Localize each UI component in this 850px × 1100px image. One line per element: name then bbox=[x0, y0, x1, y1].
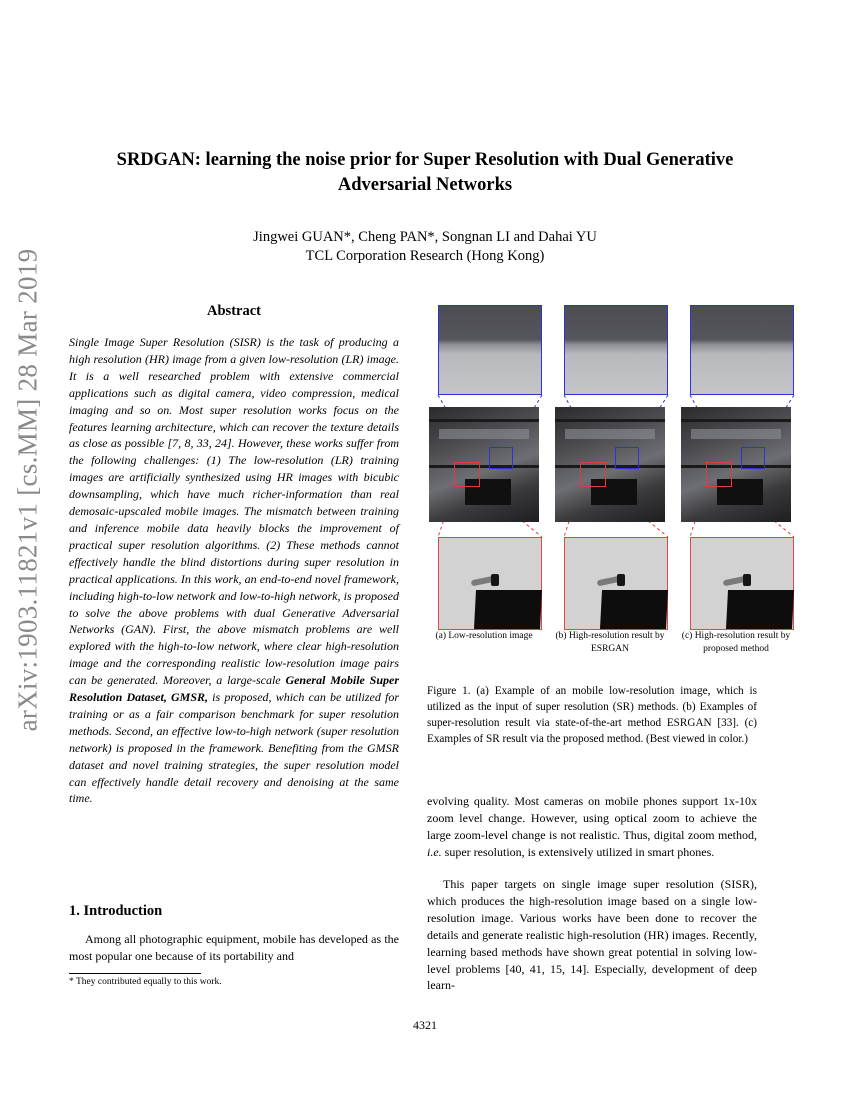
ie-abbrev: i.e. bbox=[427, 844, 442, 859]
crop-blue-a bbox=[438, 305, 542, 395]
crop-red-c bbox=[690, 537, 794, 630]
crop-blue-c bbox=[690, 305, 794, 395]
right-paragraph-1-a: evolving quality. Most cameras on mobile phones support 1x-10x zoom level change. However, using optical zoom to achieve the large zoom-level change is not realistic. Thus, digital zoom method, bbox=[427, 794, 757, 842]
intro-text: Among all photographic equipment, mobile has developed as the most popular one because of its portability and bbox=[69, 932, 399, 963]
authors: Jingwei GUAN*, Cheng PAN*, Songnan LI and Dahai YU bbox=[253, 229, 597, 245]
scene-image-c bbox=[681, 407, 791, 522]
footnote-rule bbox=[69, 973, 201, 974]
crop-blue-b bbox=[564, 305, 668, 395]
subcaption-a: (a) Low-resolution image bbox=[435, 631, 533, 641]
title-line-1: SRDGAN: learning the noise prior for Super Resolution with Dual Generative bbox=[116, 150, 734, 170]
author-block bbox=[60, 228, 790, 266]
page-number: 4321 bbox=[413, 1018, 437, 1032]
abstract-text bbox=[69, 334, 399, 807]
footnote: * They contributed equally to this work. bbox=[69, 977, 222, 987]
affiliation: TCL Corporation Research (Hong Kong) bbox=[305, 248, 545, 264]
arxiv-id: arXiv:1903.11821v1 [cs.MM] 28 Mar 2019 bbox=[12, 248, 43, 732]
crop-red-b bbox=[564, 537, 668, 630]
intro-heading: 1. Introduction bbox=[69, 903, 163, 919]
title-line-2: Adversarial Networks bbox=[337, 175, 513, 195]
right-paragraph-1-b: super resolution, is extensively utilized in smart phones. bbox=[444, 844, 715, 859]
abstract-heading: Abstract bbox=[207, 303, 261, 319]
arxiv-stamp bbox=[4, 248, 52, 732]
figure-caption: Figure 1. (a) Example of an mobile low-resolution image, which is utilized as the input of super resolution (SR) methods. (b) Examples of super-resolution result via state-of-the-art method ESRGAN [33]. (c) Examples of SR result via the proposed method. (Best viewed in color.) bbox=[427, 685, 757, 745]
crop-red-a bbox=[438, 537, 542, 630]
abstract-part-1: Single Image Super Resolution (SISR) is the task of producing a high resolution (HR) image from a given low-resolution (LR) image. It is a well researched problem with extensive commercial applications such as digital camera, video compression, medical imaging and so on. Most super resolution works focus on the features learning architecture, which can recover the texture details as close as possible [7, 8, 33, 24]. However, these works suffer from the following challenges: (1) The low-resolution (LR) training images are artificially synthesized using HR images with bicubic downsampling, which have much richer-information than real demosaic-upscaled mobile images. The mismatch between training and inference mobile data heavily blocks the improvement of practical super resolution algorithms. (2) These methods cannot effectively handle the blind distortions during super resolution in practical applications. In this work, an end-to-end novel framework, including high-to-low network and low-to-high network, is proposed to solve the above problems with dual Generative Adversarial Networks (GAN). First, the above mismatch problems are well explored with the high-to-low network, where clear high-resolution image and the corresponding realistic low-resolution image pairs can be generated. Moreover, a large-scale bbox=[69, 335, 399, 688]
abstract-part-2: is proposed, which can be utilized for training or as a fair comparison benchmark for super resolution methods. Second, an effective low-to-high network (super resolution network) is proposed in the framework. Benefiting from the GMSR dataset and novel training strategies, the super resolution model can effectively handle detail recovery and denoising at the same time. bbox=[69, 690, 399, 806]
right-paragraph-1 bbox=[427, 793, 757, 861]
scene-image-a bbox=[429, 407, 539, 522]
paper-title bbox=[60, 148, 790, 198]
scene-image-b bbox=[555, 407, 665, 522]
abstract-dataset-name: General Mobile Super Resolution Dataset, GMSR, bbox=[69, 673, 400, 705]
right-paragraph-2: This paper targets on single image super resolution (SISR), which produces the high-resolution image based on a single low-resolution image. Various works have been done to recover the details and generate realistic high-resolution (HR) images. Recently, learning based methods have shown great potential in solving low-level problems [40, 41, 15, 14]. Especially, development of deep learn- bbox=[427, 877, 757, 993]
subcaption-b: (b) High-resolution result by ESRGAN bbox=[555, 631, 665, 654]
subcaption-c: (c) High-resolution result by proposed method bbox=[681, 631, 791, 654]
